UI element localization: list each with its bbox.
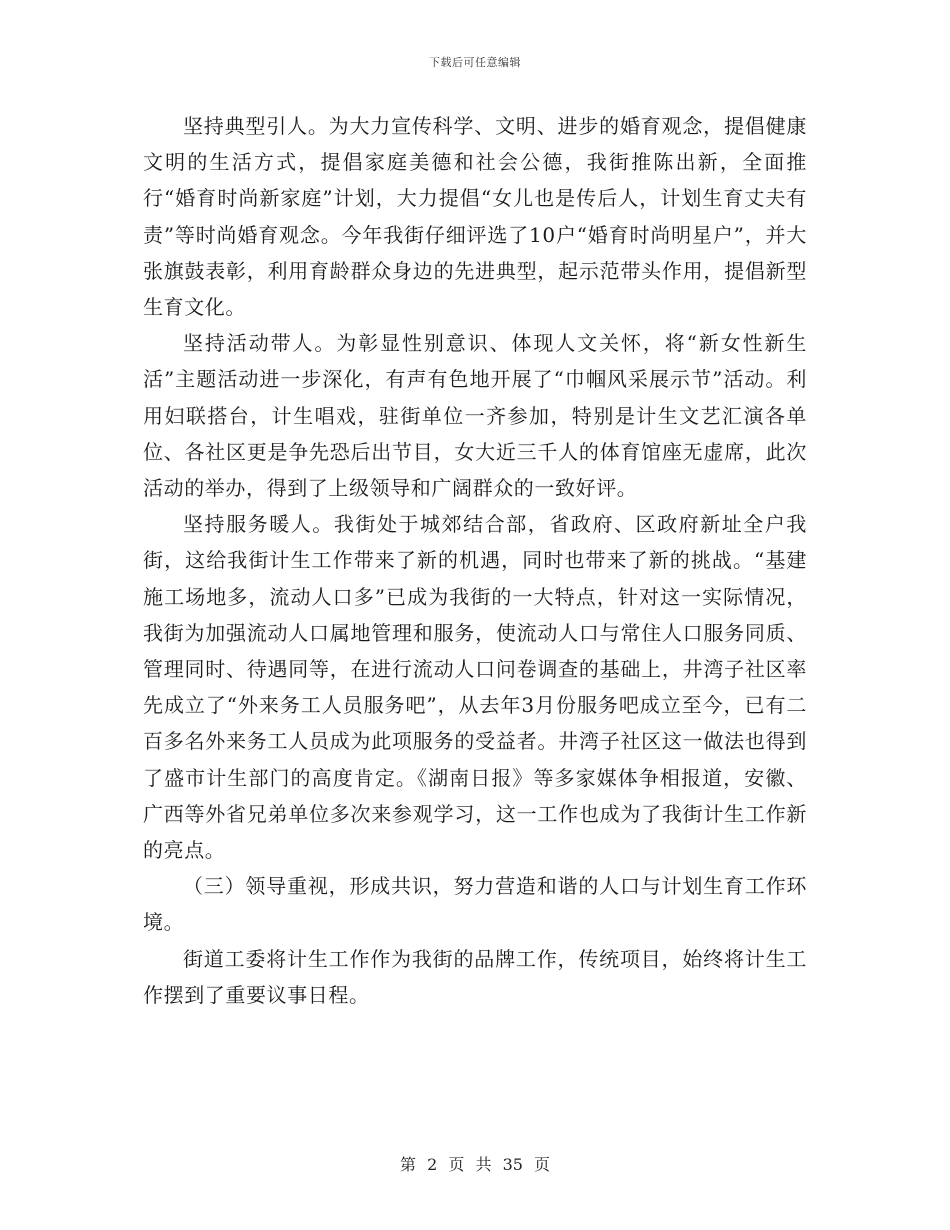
footer-label-unit: 页 <box>448 1155 465 1174</box>
footer-label-page: 第 <box>399 1155 416 1174</box>
paragraph-service: 坚持服务暖人。我街处于城郊结合部，省政府、区政府新址全户我街，这给我街计生工作带来了新的机遇，同时也带来了新的挑战。“基建施工场地多，流动人口多”已成为我街的一大特点，针对这一实际情况，我街为加强流动人口属地管理和服务，使流动人口与常住人口服务同质、管理同时、待遇同等，在进行流动人口问卷调查的基础上，井湾子社区率先成立了“外来务工人员服务吧”，从去年3月份服务吧成立至今，已有二百多名外来务工人员成为此项服务的受益者。井湾子社区这一做法也得到了盛市计生部门的高度肯定。《湖南日报》等多家媒体争相报道，安徽、广西等外省兄弟单位多次来参观学习，这一工作也成为了我街计生工作新的亮点。 <box>143 512 807 863</box>
page-header-note: 下载后可任意编辑 <box>429 56 521 69</box>
footer-total-pages: 35 <box>502 1155 523 1174</box>
footer-label-total: 共 <box>475 1155 492 1174</box>
paragraph-activity: 坚持活动带人。为彰显性别意识、体现人文关怀，将“新女性新生活”主题活动进一步深化，有声有色地开展了“巾帼风采展示节”活动。利用妇联搭台，计生唱戏，驻街单位一齐参加，特别是计生文艺汇演各单位、各社区更是争先恐后出节目，女大近三千人的体育馆座无虚席，此次活动的举办，得到了上级领导和广阔群众的一致好评。 <box>143 331 807 501</box>
footer-label-unit2: 页 <box>534 1155 551 1174</box>
paragraph-leadership: 街道工委将计生工作作为我街的品牌工作，传统项目，始终将计生工作摆到了重要议事日程。 <box>143 946 807 1007</box>
paragraph-typical-example: 坚持典型引人。为大力宣传科学、文明、进步的婚育观念，提倡健康文明的生活方式，提倡家庭美德和社会公德，我街推陈出新，全面推行“婚育时尚新家庭”计划，大力提倡“女儿也是传后人，计划生育丈夫有责”等时尚婚育观念。今年我街仔细评选了10户“婚育时尚明星户”，并大张旗鼓表彰，利用育龄群众身边的先进典型，起示范带头作用，提倡新型生育文化。 <box>143 114 807 320</box>
section-heading-three: （三）领导重视，形成共识，努力营造和谐的人口与计划生育工作环境。 <box>143 874 807 935</box>
document-body <box>143 108 807 1013</box>
page-footer <box>0 1152 950 1175</box>
footer-current-page: 2 <box>427 1155 438 1174</box>
